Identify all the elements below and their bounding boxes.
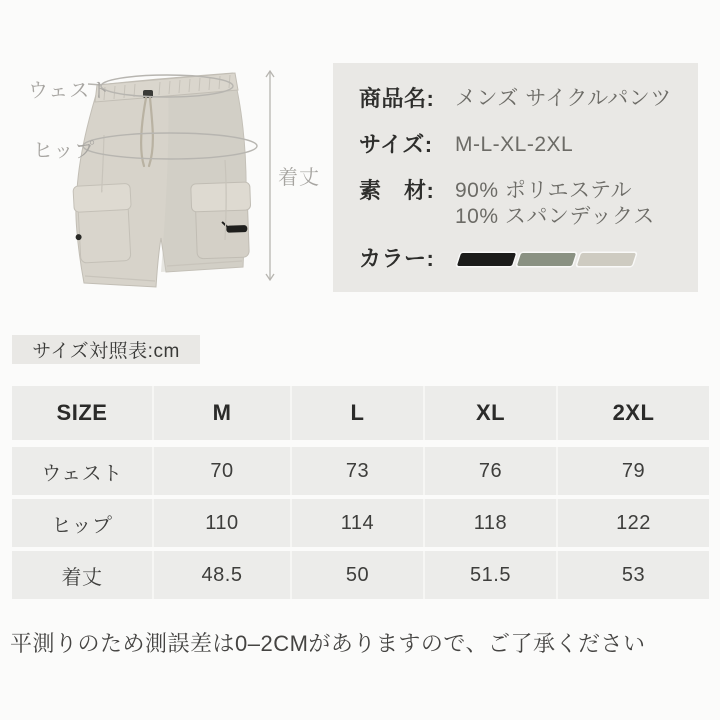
product-info-box <box>333 63 698 292</box>
size-table-header <box>12 386 709 440</box>
hip-l: 114 <box>290 499 423 547</box>
table-row-length <box>12 551 709 599</box>
product-name-value: メンズ サイクルパンツ <box>455 87 672 110</box>
color-label: カラー: <box>359 246 435 271</box>
size-table <box>12 386 709 603</box>
row-label-waist: ウェスト <box>41 462 123 485</box>
size-row <box>359 132 688 158</box>
material-row <box>359 178 688 230</box>
table-row-waist <box>12 447 709 495</box>
color-swatches <box>459 246 639 272</box>
length-measure-label: 着丈 <box>278 167 320 189</box>
size-label: サイズ: <box>359 132 433 157</box>
size-value: M-L-XL-2XL <box>455 133 574 156</box>
product-name-row <box>359 86 688 112</box>
hip-2xl: 122 <box>556 499 709 547</box>
waist-l: 73 <box>290 447 423 495</box>
length-2xl: 53 <box>556 551 709 599</box>
left-cargo-pocket <box>73 183 134 263</box>
material-label: 素 材: <box>359 178 435 203</box>
product-name-label: 商品名: <box>359 86 435 111</box>
material-line-1: 90% ポリエステル <box>455 179 632 202</box>
length-l: 50 <box>290 551 423 599</box>
waist-m: 70 <box>152 447 290 495</box>
table-row-hip <box>12 499 709 547</box>
color-row <box>359 246 688 272</box>
row-label-length: 着丈 <box>61 566 103 589</box>
waist-measure-label: ウェスト <box>28 80 112 102</box>
right-cargo-pocket <box>191 182 253 259</box>
waist-xl: 76 <box>423 447 556 495</box>
color-swatch-beige <box>577 253 636 266</box>
header-cell-xl: XL <box>423 386 556 440</box>
material-line-2: 10% スパンデックス <box>455 205 655 228</box>
length-m: 48.5 <box>152 551 290 599</box>
color-swatch-black <box>457 253 516 266</box>
hip-m: 110 <box>152 499 290 547</box>
hip-xl: 118 <box>423 499 556 547</box>
size-chart-caption: サイズ対照表:cm <box>12 335 200 364</box>
length-xl: 51.5 <box>423 551 556 599</box>
measurement-disclaimer: 平測りのため測誤差は0–2CMがありますので、ご了承ください <box>10 631 646 656</box>
color-swatch-sage <box>517 253 576 266</box>
row-label-hip: ヒップ <box>51 514 113 537</box>
header-cell-l: L <box>290 386 423 440</box>
material-value <box>455 178 655 230</box>
header-cell-2xl: 2XL <box>556 386 709 440</box>
hip-measure-label: ヒップ <box>33 140 96 162</box>
header-cell-m: M <box>152 386 290 440</box>
waist-2xl: 79 <box>556 447 709 495</box>
header-cell-size: SIZE <box>56 400 108 425</box>
